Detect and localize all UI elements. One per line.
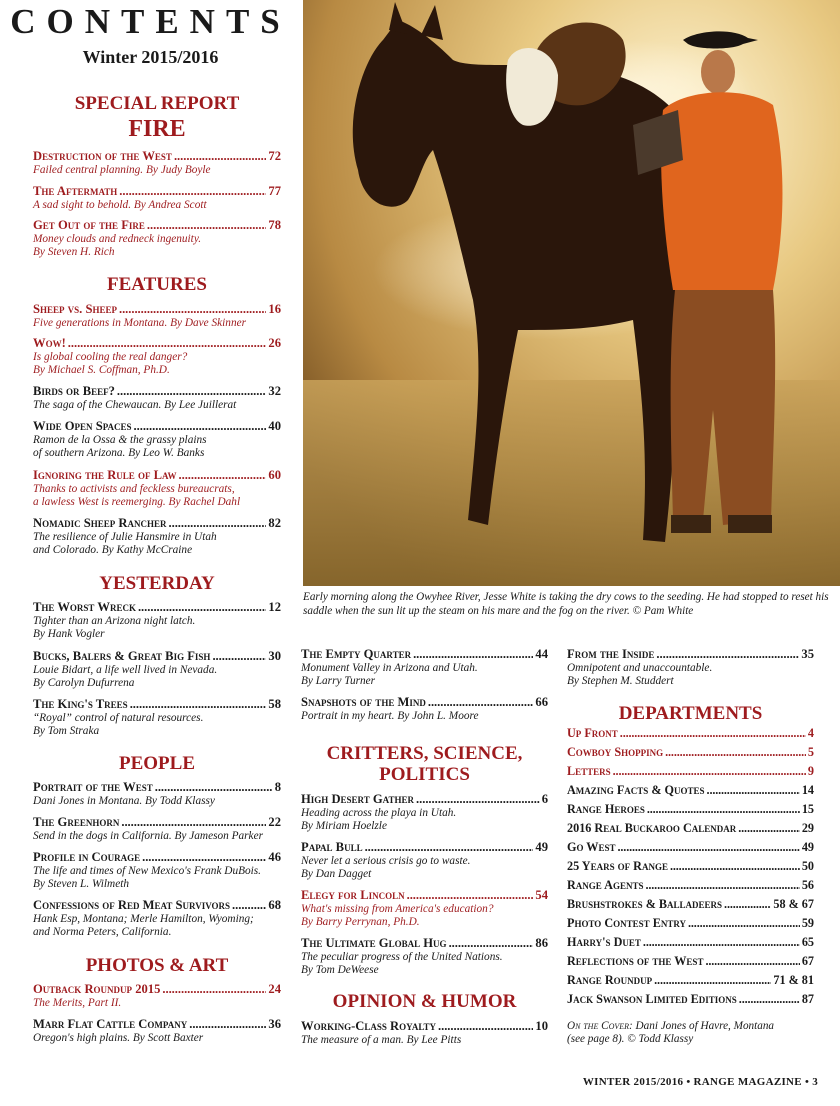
dept-entry[interactable] [567, 933, 814, 952]
toc-entry[interactable] [33, 898, 281, 939]
entry-page: 49 [801, 840, 814, 854]
entry-title: The Greenhorn [33, 815, 120, 829]
entry-title: The Empty Quarter [301, 647, 412, 661]
section-head-special-report: SPECIAL REPORT [74, 93, 240, 114]
entry-page: 8 [274, 780, 281, 794]
entry-desc: Monument Valley in Arizona and Utah. [301, 662, 478, 674]
on-the-cover-note [567, 1020, 814, 1046]
entry-title: From the Inside [567, 647, 655, 661]
toc-entry[interactable] [33, 649, 281, 690]
entry-title: Papal Bull [301, 840, 363, 854]
entry-desc: and Norma Peters, California. [33, 926, 172, 938]
entry-page: 30 [268, 649, 281, 663]
entry-desc: a lawless West is reemerging. By Rachel Dahl [33, 496, 241, 508]
toc-entry[interactable] [567, 647, 814, 688]
on-cover-label: On the Cover: [567, 1020, 633, 1032]
entry-page: 78 [268, 218, 281, 232]
entry-page: 12 [268, 600, 281, 614]
section-head-features: FEATURES [107, 274, 207, 295]
issue-date: Winter 2015/2016 [82, 47, 219, 67]
toc-entry[interactable] [301, 936, 548, 977]
entry-page: 68 [268, 898, 281, 912]
dept-entry[interactable] [567, 895, 814, 914]
entry-page: 67 [801, 954, 814, 968]
toc-entry[interactable] [33, 600, 281, 641]
entry-desc: Failed central planning. By Judy Boyle [33, 164, 211, 176]
section-head-politics: POLITICS [379, 764, 470, 785]
entry-page: 46 [268, 850, 281, 864]
entry-page: 9 [807, 764, 814, 778]
entry-desc: By Hank Vogler [33, 628, 105, 640]
section-head-people: PEOPLE [118, 753, 195, 774]
entry-desc: Ramon de la Ossa & the grassy plains [33, 434, 207, 446]
toc-entry[interactable] [33, 516, 281, 557]
entry-title: Elegy for Lincoln [301, 888, 405, 902]
toc-entry[interactable] [33, 468, 281, 509]
entry-page: 15 [801, 802, 814, 816]
toc-entry[interactable] [33, 218, 281, 259]
dept-entry[interactable] [567, 990, 814, 1009]
entry-page: 77 [268, 184, 281, 198]
entry-title: Bucks, Balers & Great Big Fish [33, 649, 211, 663]
toc-entry[interactable] [33, 780, 281, 808]
entry-title: Birds or Beef? [33, 384, 115, 398]
dept-entry[interactable] [567, 876, 814, 895]
entry-desc: Omnipotent and unaccountable. [567, 662, 713, 674]
entry-desc: By Barry Perrynan, Ph.D. [301, 916, 420, 928]
entry-desc: Is global cooling the real danger? [33, 351, 188, 363]
entry-title: The King's Trees [33, 697, 128, 711]
entry-desc: Portrait in my heart. By John L. Moore [301, 710, 479, 722]
entry-desc: The peculiar progress of the United Nations. [301, 951, 503, 963]
entry-desc: The saga of the Chewaucan. By Lee Juillerat [33, 399, 237, 411]
entry-title: Letters [567, 764, 611, 778]
entry-desc: By Carolyn Dufurrena [33, 677, 135, 689]
entry-title: Jack Swanson Limited Editions [567, 992, 737, 1006]
entry-page: 66 [535, 695, 548, 709]
toc-entry[interactable] [301, 647, 548, 688]
entry-page: 5 [807, 745, 814, 759]
entry-page: 56 [801, 878, 814, 892]
dept-entry[interactable] [567, 724, 814, 743]
cover-photo [303, 0, 840, 586]
section-head-critters: CRITTERS, SCIENCE, [326, 743, 523, 764]
entry-desc: By Dan Dagget [301, 868, 372, 880]
toc-entry[interactable] [301, 888, 548, 929]
entry-title: Wow! [33, 336, 66, 350]
entry-desc: Dani Jones in Montana. By Todd Klassy [33, 795, 215, 807]
dept-entry[interactable] [567, 743, 814, 762]
entry-page: 58 [268, 697, 281, 711]
departments-list [567, 724, 814, 1009]
entry-title: Range Heroes [567, 802, 645, 816]
entry-page: 54 [535, 888, 548, 902]
dept-entry[interactable] [567, 819, 814, 838]
entry-desc: By Tom DeWeese [301, 964, 379, 976]
entry-title: Range Agents [567, 878, 644, 892]
entry-page: 71 & 81 [773, 973, 814, 987]
entry-title: Range Roundup [567, 973, 653, 987]
entry-title: Reflections of the West [567, 954, 704, 968]
entry-title: Amazing Facts & Quotes [567, 783, 705, 797]
toc-entry[interactable] [301, 1019, 548, 1047]
toc-entry[interactable] [33, 815, 281, 843]
entry-title: Portrait of the West [33, 780, 153, 794]
entry-desc: By Steven L. Wilmeth [33, 878, 129, 890]
entry-desc: of southern Arizona. By Leo W. Banks [33, 447, 205, 459]
entry-page: 58 & 67 [773, 897, 814, 911]
entry-title: Snapshots of the Mind [301, 695, 426, 709]
dept-entry[interactable] [567, 762, 814, 781]
dept-entry[interactable] [567, 838, 814, 857]
toc-entry[interactable] [33, 982, 281, 1010]
entry-title: Up Front [567, 726, 618, 740]
dept-entry[interactable] [567, 914, 814, 933]
entry-page: 44 [535, 647, 548, 661]
on-cover-text-2: (see page 8). © Todd Klassy [567, 1033, 694, 1045]
toc-entry[interactable] [33, 302, 281, 330]
section-head-yesterday: YESTERDAY [99, 573, 215, 594]
section-head-photos-art: PHOTOS & ART [85, 955, 229, 976]
entry-title: The Ultimate Global Hug [301, 936, 447, 950]
toc-entry[interactable] [33, 850, 281, 891]
entry-desc: Never let a serious crisis go to waste. [301, 855, 471, 867]
entry-desc: Five generations in Montana. By Dave Skinner [33, 317, 247, 329]
section-head-departments: DEPARTMENTS [618, 703, 763, 724]
entry-page: 40 [268, 419, 281, 433]
entry-page: 10 [535, 1019, 548, 1033]
dept-entry[interactable] [567, 781, 814, 800]
entry-page: 32 [268, 384, 281, 398]
dept-entry[interactable] [567, 800, 814, 819]
entry-title: High Desert Gather [301, 792, 415, 806]
entry-desc: and Colorado. By Kathy McCraine [33, 544, 193, 556]
entry-title: Nomadic Sheep Rancher [33, 516, 167, 530]
entry-page: 16 [268, 302, 281, 316]
entry-title: 2016 Real Buckaroo Calendar [567, 821, 737, 835]
page-footer: WINTER 2015/2016 • RANGE MAGAZINE • 3 [582, 1076, 818, 1088]
entry-desc: The life and times of New Mexico's Frank DuBois. [33, 865, 262, 877]
entry-desc: Oregon's high plains. By Scott Baxter [33, 1032, 204, 1044]
entry-page: 72 [268, 149, 281, 163]
entry-desc: Heading across the playa in Utah. [301, 807, 457, 819]
entry-page: 6 [541, 792, 548, 806]
toc-entry[interactable] [33, 1017, 281, 1045]
entry-page: 59 [801, 916, 814, 930]
dept-entry[interactable] [567, 857, 814, 876]
entry-desc: By Stephen M. Studdert [567, 675, 674, 687]
entry-title: Profile in Courage [33, 850, 141, 864]
toc-entry[interactable] [33, 697, 281, 738]
entry-title: Working-Class Royalty [301, 1019, 436, 1033]
entry-desc: Money clouds and redneck ingenuity. [33, 233, 202, 245]
entry-desc: By Miriam Hoelzle [301, 820, 387, 832]
toc-entry[interactable] [33, 384, 281, 412]
entry-desc: A sad sight to behold. By Andrea Scott [33, 199, 207, 211]
entry-page: 29 [801, 821, 814, 835]
entry-page: 50 [801, 859, 814, 873]
entry-page: 14 [801, 783, 814, 797]
entry-page: 65 [801, 935, 814, 949]
toc-entry[interactable] [33, 336, 281, 377]
entry-desc: Thanks to activists and feckless bureaucrats, [33, 483, 235, 495]
entry-desc: Hank Esp, Montana; Merle Hamilton, Wyoming; [33, 913, 254, 925]
section-subhead-fire: FIRE [128, 116, 186, 142]
toc-entry[interactable] [301, 695, 548, 723]
entry-desc: Tighter than an Arizona night latch. [33, 615, 196, 627]
entry-title: Marr Flat Cattle Company [33, 1017, 188, 1031]
entry-title: Photo Contest Entry [567, 916, 687, 930]
dept-entry[interactable] [567, 952, 814, 971]
entry-page: 86 [535, 936, 548, 950]
entry-title: Outback Roundup 2015 [33, 982, 161, 996]
cowboy-horse-photo [303, 0, 840, 586]
entry-page: 49 [535, 840, 548, 854]
entry-title: Harry's Duet [567, 935, 641, 949]
entry-title: Ignoring the Rule of Law [33, 468, 177, 482]
entry-title: Go West [567, 840, 616, 854]
toc-entry[interactable] [301, 840, 548, 881]
toc-entry[interactable] [33, 419, 281, 460]
entry-desc: The resilience of Julie Hansmire in Utah [33, 531, 217, 543]
entry-title: Get Out of the Fire [33, 218, 145, 232]
entry-desc: By Larry Turner [301, 675, 376, 687]
photo-caption: Early morning along the Owyhee River, Jesse White is taking the dry cows to the seeding. He had stopped to reset his saddle when the sun lit up the steam on his mare and the fog on the river. © Pam White [303, 591, 829, 617]
entry-page: 22 [268, 815, 281, 829]
entry-title: Cowboy Shopping [567, 745, 664, 759]
entry-desc: “Royal” control of natural resources. [33, 712, 204, 724]
on-cover-text: Dani Jones of Havre, Montana [635, 1020, 775, 1032]
entry-page: 82 [268, 516, 281, 530]
dept-entry[interactable] [567, 971, 814, 990]
entry-desc: By Tom Straka [33, 725, 100, 737]
entry-page: 4 [807, 726, 814, 740]
entry-title: Confessions of Red Meat Survivors [33, 898, 231, 912]
entry-title: Sheep vs. Sheep [33, 302, 117, 316]
entry-title: 25 Years of Range [567, 859, 668, 873]
entry-page: 26 [268, 336, 281, 350]
entry-desc: Louie Bidart, a life well lived in Nevada. [33, 664, 218, 676]
entry-title: The Worst Wreck [33, 600, 136, 614]
toc-entry[interactable] [33, 184, 281, 212]
entry-desc: The Merits, Part II. [33, 997, 122, 1009]
entry-desc: The measure of a man. By Lee Pitts [301, 1034, 462, 1046]
entry-page: 36 [268, 1017, 281, 1031]
entry-title: Brushstrokes & Balladeers [567, 897, 723, 911]
entry-page: 87 [801, 992, 814, 1006]
entry-title: Wide Open Spaces [33, 419, 132, 433]
entry-page: 24 [268, 982, 281, 996]
entry-desc: What's missing from America's education? [301, 903, 494, 915]
entry-desc: By Steven H. Rich [33, 246, 115, 258]
section-head-opinion: OPINION & HUMOR [332, 991, 517, 1012]
toc-entry[interactable] [301, 792, 548, 833]
entry-desc: By Michael S. Coffman, Ph.D. [33, 364, 170, 376]
entry-title: The Aftermath [33, 184, 118, 198]
entry-page: 60 [268, 468, 281, 482]
toc-entry[interactable] [33, 149, 281, 177]
page-title: CONTENTS [10, 2, 291, 41]
entry-page: 35 [801, 647, 814, 661]
entry-title: Destruction of the West [33, 149, 172, 163]
entry-desc: Send in the dogs in California. By Jameson Parker [33, 830, 263, 842]
